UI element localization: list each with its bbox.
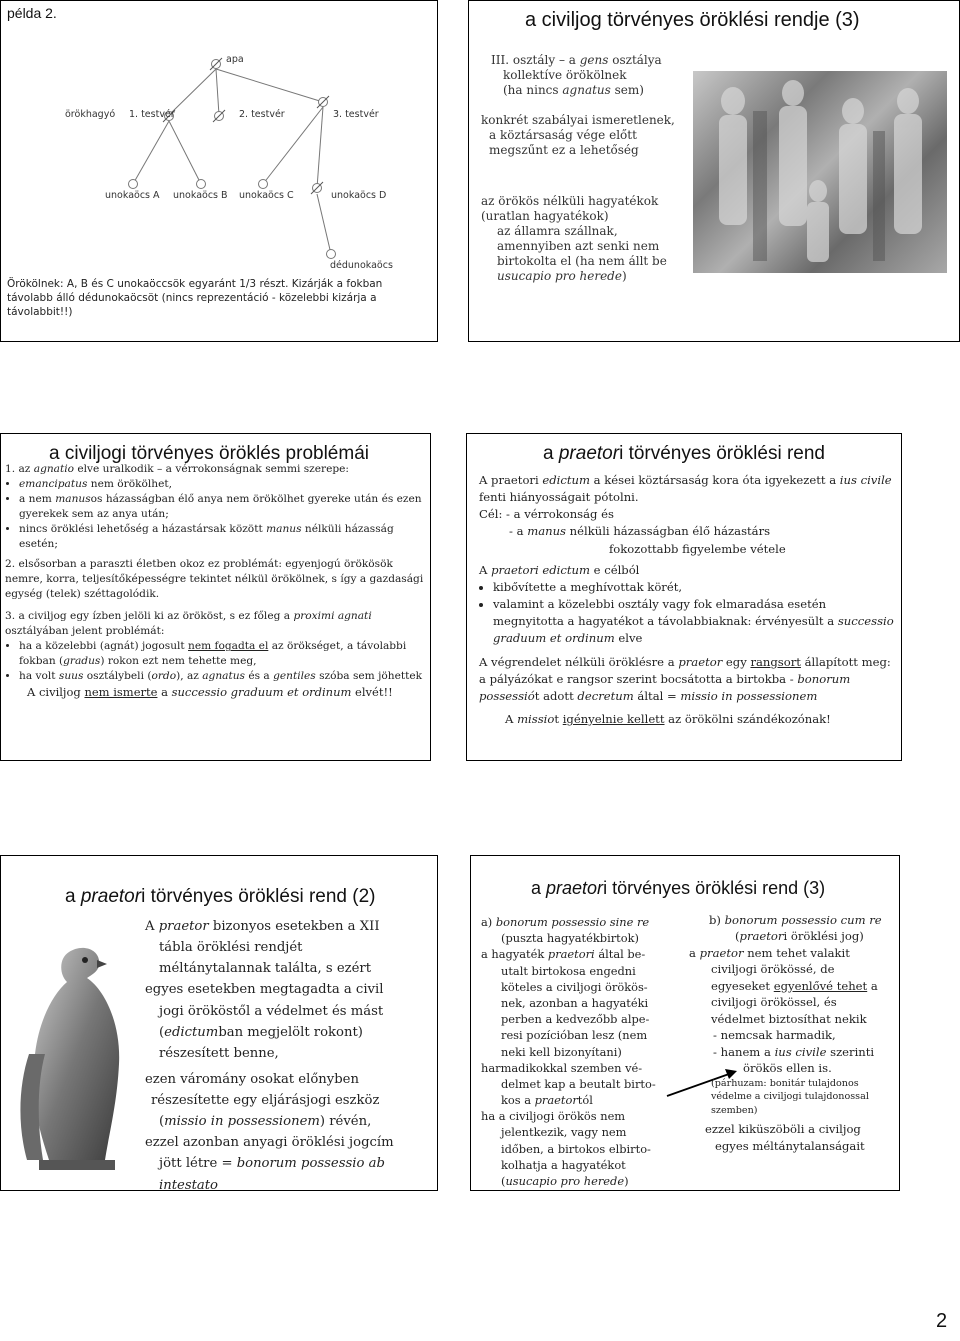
dedunokaocs-label: dédunokaöcs — [330, 260, 393, 271]
slide-praetori-rend — [466, 433, 902, 761]
column-bonorum-cum-re: b) bonorum possessio cum re (praetori öröklési jog) a praetor nem tehet valakit civiljogi örökössé, de egyeseket egyenlővé tehet a civiljogi örökössel, és védelmet biztosíthat nekik - nemcsak harmadik, - hanem a ius civile szerinti örökös ellen is. (párhuzam: bonitár tulajdonos védelme a civiljogi tulajdonossal szemben) ezzel kiküszöböli a civiljog egyes méltánytalanságait — [689, 913, 882, 1153]
rules-paragraph: konkrét szabályai ismeretlenek, a köztársaság vége előtt megszűnt ez a lehetőség — [481, 113, 675, 157]
slide-body: A praetor bizonyos esetekben a XII tábla öröklési rendjét méltánytalannak találta, s ezért egyes esetekben megtagadta a civil jogi örököstől a védelmet és mást (edictumban megjelölt rokont) részesített benne, ezen váromány osokat előnyben részesítette egy eljárásjogi eszköz (missio in possessionem) révén, ezzel azonban anyagi öröklési jogcím jött létre = bonorum possessio ab intestato — [145, 919, 394, 1191]
slide-title: a praetori törvényes öröklési rend (2) — [65, 886, 376, 907]
list-item: • ha a közelebbi (agnát) jogosult nem fogadta el az örökséget, a távolabbi fokban (gradus) rokon ezt nem tehette meg, — [19, 639, 427, 669]
slide-title: a civiljog törvényes öröklési rendje (3) — [525, 9, 860, 31]
list-item: • a nem manusos házasságban élő anya nem örökölhet gyereke után és ezen gyerekek sem az anya után; — [19, 492, 427, 522]
family-tree-note: Örökölnek: A, B és C unokaöccsök egyaránt 1/3 részt. Kizárják a fokban távolabb álló dédunokaöcsöt (nincs reprezentáció - közelebbi kizárja a távolabbit!!) — [7, 278, 383, 319]
roman-relief-image — [693, 71, 947, 273]
unokaocs-a-label: unokaöcs A — [105, 190, 160, 201]
list-item: • emancipatus nem örökölhet, — [19, 477, 427, 492]
list-item: • valamint a közelebbi osztály vagy fok elmaradása esetén megnyitotta a hagyatékot a távolabbiaknak: érvényesült a successio graduum et ordinum elve — [493, 596, 899, 647]
slide-body: 1. az agnatio elve uralkodik – a vérrokonságnak semmi szerepe: • emancipatus nem örökölhet, • a nem manusos házasságban élő anya nem örökölhet gyereke után és ezen gyerekek sem az anya után; • nincs öröklési lehetőség a házastársak között manus nélküli házasság esetén; 2. elsősorban a paraszti életben okoz ez problémát: egyenjogú örökösök nemre, korra, teljesítőképességre tekintet nélkül örökölnek, s így a gazdasági egység (telek) széttagolódik. 3. a civiljog egy ízben jelöli ki az örököst, s ez főleg a proximi agnati osztályában jelent problémát: • ha a közelebbi (agnát) jogosult nem fogadta el az örökséget, a távolabbi fokban (gradus) rokon ezt nem tehette meg, • ha volt suus osztálybeli (ordo), az agnatus és a gentiles szóba sem jöhettek A civiljog nem ismerte a successio graduum et ordinum elvét!! — [5, 462, 427, 701]
slide-family-tree — [0, 0, 438, 342]
slide-label: példa 2. — [7, 5, 57, 21]
list-item: • ha volt suus osztálybeli (ordo), az agnatus és a gentiles szóba sem jöhettek — [19, 669, 427, 684]
column-bonorum-sine-re: a) bonorum possessio sine re (puszta hagyatékbirtok) a hagyaték praetori által be- utalt birtokosa engedni köteles a civiljogi örökös- nek, azonban a hagyatéki perben a kedvezőbb alpe- resi pozícióban lesz (nem neki kell bizonyítani) harmadikokkal szemben vé- delmet kap a beutalt birto- kos a praetortól ha a civiljogi örökös nem jelentkezik, vagy nem időben, a birtokos elbirto- kolhatja a hagyatékot (usucapio pro herede) — [481, 915, 656, 1188]
page-number: 2 — [936, 1310, 948, 1332]
list-item: • kibővítette a meghívottak körét, — [493, 579, 899, 596]
slide-civiljog-3 — [468, 0, 960, 342]
estate-paragraph: az örökös nélküli hagyatékok (uratlan hagyatékok) az államra szállnak, amennyiben azt senki nem birtokolta el (ha nem állt be usucapio pro herede) — [481, 194, 667, 283]
list-item: • nincs öröklési lehetőség a házastársak között manus nélküli házasság esetén; — [19, 522, 427, 552]
slide-civiljog-problemak — [0, 433, 431, 761]
apa-label: apa — [226, 54, 244, 65]
slide-body: A praetori edictum a kései köztársaság kora óta igyekezett a ius civile fenti hiányosságait pótolni. Cél: - a vérrokonság és - a manus nélküli házasságban élő házastárs fokozottabb figyelembe vétele A praetori edictum e célból • kibővítette a meghívottak körét, • valamint a közelebbi osztály vagy fok elmaradása esetén megnyitotta a hagyatékot a távolabbiaknak: érvényesült a successio graduum et ordinum elve A végrendelet nélküli öröklésre a praetor egy rangsort állapított meg: a pályázókat e rangsor szerint bocsátotta a birtokba - bonorum possessiót adott decretum által = missio in possessionem A missiot igényelnie kellett az örökölni szándékozónak! — [479, 472, 899, 728]
testver3-label: 3. testvér — [333, 109, 379, 120]
unokaocs-c-label: unokaöcs C — [239, 190, 294, 201]
eagle-statue-image — [9, 934, 139, 1172]
slide-praetori-rend-3 — [470, 855, 900, 1191]
testver2-label: 2. testvér — [239, 109, 285, 120]
unokaocs-b-label: unokaöcs B — [173, 190, 228, 201]
slide-praetori-rend-2 — [0, 855, 438, 1191]
unokaocs-d-label: unokaöcs D — [331, 190, 387, 201]
slide-title: a civiljogi törvényes öröklés problémái — [49, 443, 369, 464]
testver1-label: 1. testvér — [129, 109, 175, 120]
orokhagyo-label: örökhagyó — [65, 109, 116, 120]
gens-paragraph: III. osztály – a gens osztálya kollektíve örökölnek (ha nincs agnatus sem) — [491, 53, 662, 97]
slide-title: a praetori törvényes öröklési rend — [543, 443, 825, 464]
slide-title: a praetori törvényes öröklési rend (3) — [531, 878, 826, 898]
